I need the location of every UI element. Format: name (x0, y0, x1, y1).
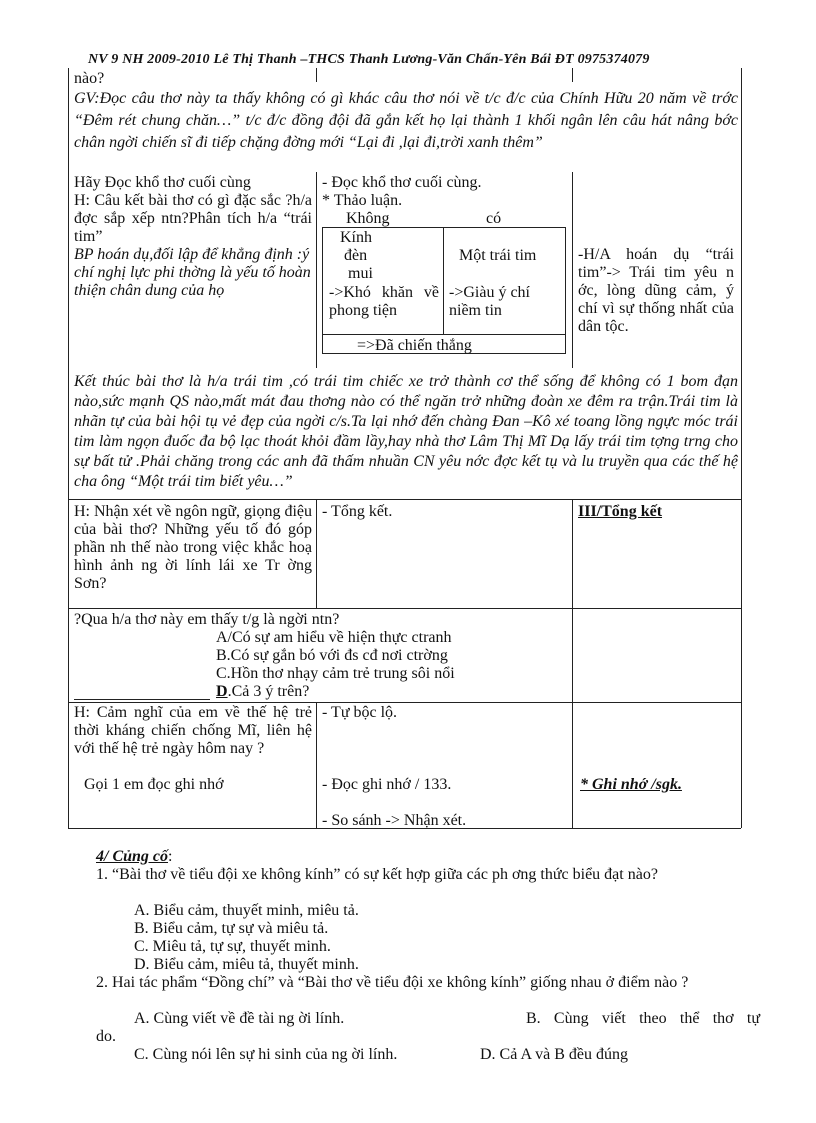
row1-activity-discuss: * Thảo luận. (322, 192, 403, 209)
col-divider-2-row3 (572, 499, 573, 608)
quiz-question: ?Qua h/a thơ này em thấy t/g là ngời ntn? (74, 611, 340, 628)
section-summary-heading: III/Tổng kết (578, 503, 663, 520)
quiz-option-b: B.Có sự gắn bó với đs cđ nơi ctrờng (216, 647, 448, 664)
exercise-question-2: 2. Hai tác phẩm “Đồng chí” và “Bài thơ về tiểu đội xe không kính” giống nhau ở điểm nào ? (96, 974, 689, 991)
quiz-option-c: C.Hồn thơ nhạy cảm trẻ trung sôi nổi (216, 665, 455, 682)
col-divider-1-row3 (316, 499, 317, 608)
consolidation-title: 4/ Củng cố (96, 848, 169, 865)
comparison-heart: Một trái tim (459, 247, 537, 264)
comparison-den: đèn (344, 247, 368, 264)
quiz-option-a: A/Có sự am hiểu về hiện thực ctranh (216, 629, 452, 646)
analysis-paragraph: Kết thúc bài thơ là h/a trái tim ,có trái tim chiếc xe trở thành cơ thể sống để không có 1 bom đạn nào,sức mạnh QS nào,mất mát đau thơng nào có thể ngăn trở những đoàn xe đêm ra trận.Trái tim là nhãn tự của bài hội tụ vẻ đẹp của ngời c/s.Ta lại nhớ đến chàng Đan –Kô xé toang lồng ngực móc trái tim làm ngọn đuốc đa bộ lạc thoát khỏi đầm lầy,hay nhà thơ Lâm Thị Mĩ Dạ lấy trái tim tợng trng cho sự bất tử .Phải chăng trong các anh đã thấm nhuần CN yêu nớc đợc kết tụ và lu truyền qua các thế hệ cha ông “Một trái tim biết yêu…” (74, 373, 738, 490)
row5-activity-compare: - So sánh -> Nhận xét. (322, 812, 467, 829)
compare-label-khong: Không (346, 210, 390, 227)
compare-label-co: có (486, 210, 502, 227)
exercise-2-option-b: B. Cùng viết theo thể thơ tự (526, 1010, 760, 1027)
row5-instruction: Gọi 1 em đọc ghi nhớ (84, 776, 224, 793)
exercise-1-option-d: D. Biểu cảm, miêu tả, thuyết minh. (134, 956, 359, 973)
consolidation-colon: : (168, 848, 173, 865)
row1-answer: BP hoán dụ,đối lập để khẳng định :ý chí nghị lực phi thờng là yếu tố hoàn thiện chân dung của họ (74, 246, 311, 299)
comparison-divider-h (322, 334, 565, 335)
row5-activity-read: - Đọc ghi nhớ / 133. (322, 776, 452, 793)
row3-activity: - Tổng kết. (322, 503, 393, 520)
table-border-left (68, 68, 69, 828)
row3-question: H: Nhận xét về ngôn ngữ, giọng điệu của bài thơ? Những yếu tố đó góp phần nh thế nào trong việc khắc hoạ hình ảnh ng ời lính lái xe Tr ờng Sơn? (74, 503, 312, 592)
table-border-right (741, 68, 742, 828)
quiz-option-d-letter: D (216, 683, 228, 700)
quiz-option-d (216, 683, 309, 701)
col-divider-2-row5 (572, 702, 573, 828)
exercise-question-1: 1. “Bài thơ về tiểu đội xe không kính” có sự kết hợp giữa các ph ơng thức biểu đạt nào? (96, 866, 658, 883)
comparison-difficulty: ->Khó khăn về phong tiện (329, 284, 439, 319)
comparison-divider-v (443, 227, 444, 334)
comparison-result: =>Đã chiến thắng (357, 337, 472, 354)
exercise-1-option-a: A. Biểu cảm, thuyết minh, miêu tả. (134, 902, 359, 919)
note-heading: * Ghi nhớ /sgk. (580, 776, 682, 793)
answer-line (74, 699, 210, 700)
comparison-will: ->Giàu ý chí niềm tin (449, 284, 530, 319)
row5-activity-express: - Tự bộc lộ. (322, 704, 398, 721)
page-header: NV 9 NH 2009-2010 Lê Thị Thanh –THCS Thanh Lương-Văn Chấn-Yên Bái ĐT 0975374079 (88, 52, 650, 67)
col-divider-2-row1 (572, 172, 573, 368)
exercise-2-option-b-cont: do. (96, 1028, 116, 1045)
row1-key-point: -H/A hoán dụ “trái tim”-> Trái tim yêu n ớc, lòng dũng cảm, ý chí vì sự thống nhất của dân tộc. (578, 246, 734, 335)
row1-question: H: Câu kết bài thơ có gì đặc sắc ?h/a đợc sắp xếp ntn?Phân tích h/a “trái tim” (74, 192, 312, 245)
col-divider-1-top (316, 68, 317, 82)
comparison-kinh: Kính (340, 229, 372, 246)
row-divider-5 (68, 702, 741, 703)
exercise-2-option-c: C. Cùng nói lên sự hi sinh của ng ời lính. (134, 1046, 398, 1063)
comparison-mui: mui (348, 265, 373, 282)
exercise-1-option-c: C. Miêu tả, tự sự, thuyết minh. (134, 938, 331, 955)
exercise-2-option-d: D. Cả A và B đều đúng (480, 1046, 628, 1063)
col-divider-1-row5 (316, 702, 317, 828)
col-divider-1-row1 (316, 172, 317, 368)
row5-question: H: Cảm nghĩ của em về thế hệ trẻ thời kháng chiến chống Mĩ, liên hệ với thế hệ trẻ ngày hôm nay ? (74, 704, 312, 757)
col-divider-2-top (572, 68, 573, 82)
row1-activity-read: - Đọc khổ thơ cuối cùng. (322, 174, 482, 191)
teacher-comment: GV:Đọc câu thơ này ta thấy không có gì khác câu thơ nói về t/c đ/c của Chính Hữu 20 năm về trớc “Đêm rét chung chăn…” t/c đ/c đồng đội đã gắn kết họ lại thành 1 khối ngân lên câu hát nâng bớc chân ngời chiến sĩ đi tiếp chặng đờng mới “Lại đi ,lại đi,trời xanh thêm” (74, 90, 738, 151)
quiz-option-d-text: .Cả 3 ý trên? (227, 683, 310, 700)
exercise-1-option-b: B. Biểu cảm, tự sự và miêu tả. (134, 920, 329, 937)
row-divider-4 (68, 608, 741, 609)
row1-instruction: Hãy Đọc khổ thơ cuối cùng (74, 174, 251, 191)
exercise-2-option-a: A. Cùng viết về đề tài ng ời lính. (134, 1010, 345, 1027)
col-divider-2-row4 (572, 608, 573, 702)
row-divider-3 (68, 499, 741, 500)
consolidation-heading (96, 848, 172, 866)
continued-text: nào? (74, 70, 105, 87)
